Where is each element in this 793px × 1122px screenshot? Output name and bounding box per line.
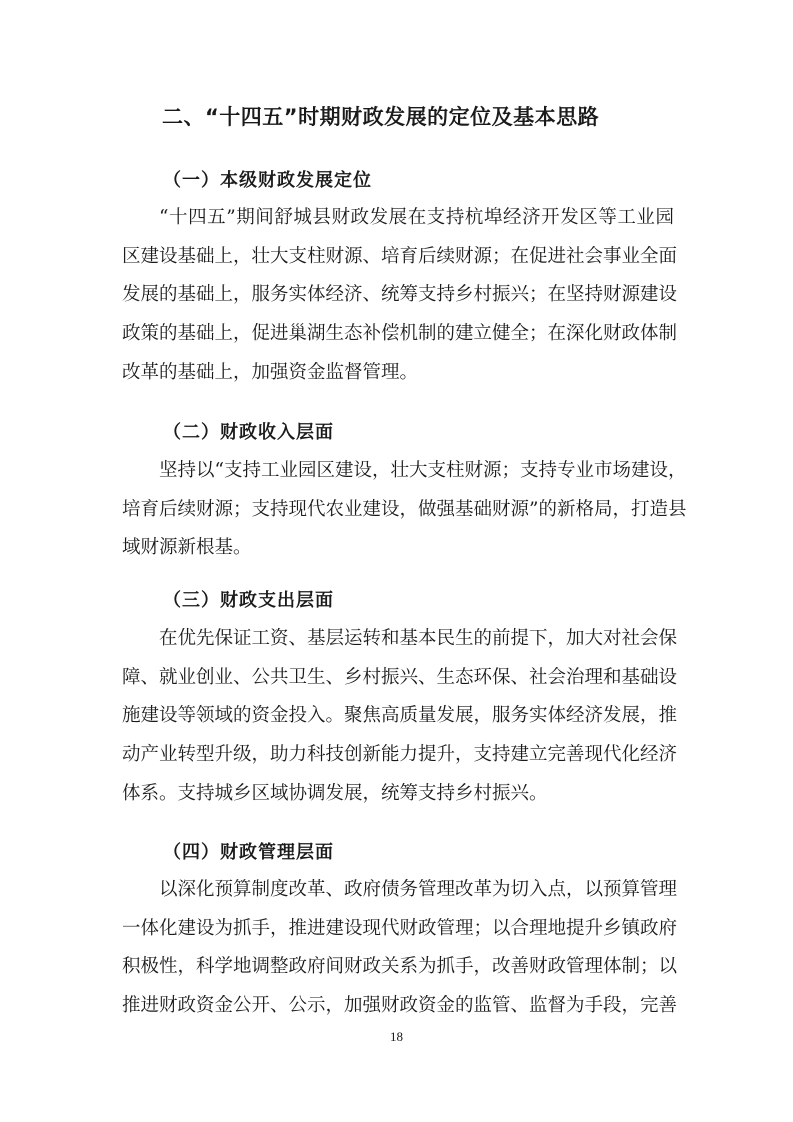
paragraph-1: [122, 199, 678, 392]
paragraph-line: 坚持以“支持工业园区建设，壮大支柱财源；支持专业市场建设，: [159, 460, 687, 481]
paragraph-4: [122, 871, 678, 1026]
paragraph-line: 在优先保证工资、基层运转和基本民生的前提下，加大对社会保: [159, 628, 678, 649]
paragraph-line: 发展的基础上，服务实体经济、统筹支持乡村振兴；在坚持财源建设: [122, 284, 678, 306]
subsection-title-4: （四）财政管理层面: [163, 842, 334, 863]
paragraph-line: 积极性，科学地调整政府间财政关系为抓手，改善财政管理体制；以: [122, 956, 678, 978]
paragraph-line: 动产业转型升级，助力科技创新能力提升，支持建立完善现代化经济: [122, 744, 678, 766]
paragraph-line: 域财源新根基。: [122, 537, 252, 559]
paragraph-line: 以深化预算制度改革、政府债务管理改革为切入点，以预算管理: [159, 879, 678, 900]
paragraph-line: “十四五”期间舒城县财政发展在支持杭埠经济开发区等工业园: [159, 207, 674, 228]
page-number: 18: [390, 1029, 403, 1044]
paragraph-line: 体系。支持城乡区域协调发展，统筹支持乡村振兴。: [122, 782, 548, 804]
paragraph-line: 障、就业创业、公共卫生、乡村振兴、生态环保、社会治理和基础设: [122, 666, 678, 688]
subsection-title-2: （二）财政收入层面: [163, 422, 334, 443]
section-heading: 二、“十四五”时期财政发展的定位及基本思路: [162, 105, 600, 129]
paragraph-line: 培育后续财源；支持现代农业建设，做强基础财源”的新格局，打造县: [122, 498, 687, 520]
subsection-title-1: （一）本级财政发展定位: [163, 170, 372, 191]
paragraph-line: 区建设基础上，壮大支柱财源、培育后续财源；在促进社会事业全面: [122, 245, 678, 267]
paragraph-2: [122, 452, 687, 568]
paragraph-line: 推进财政资金公开、公示，加强财政资金的监管、监督为手段，完善: [122, 995, 678, 1017]
paragraph-line: 改革的基础上，加强资金监督管理。: [122, 361, 419, 383]
subsection-title-3: （三）财政支出层面: [163, 590, 334, 611]
paragraph-line: 政策的基础上，促进巢湖生态补偿机制的建立健全；在深化财政体制: [122, 323, 678, 345]
paragraph-3: [122, 620, 678, 813]
paragraph-line: 一体化建设为抓手，推进建设现代财政管理；以合理地提升乡镇政府: [122, 917, 678, 939]
paragraph-line: 施建设等领域的资金投入。聚焦高质量发展，服务实体经济发展，推: [122, 705, 678, 727]
